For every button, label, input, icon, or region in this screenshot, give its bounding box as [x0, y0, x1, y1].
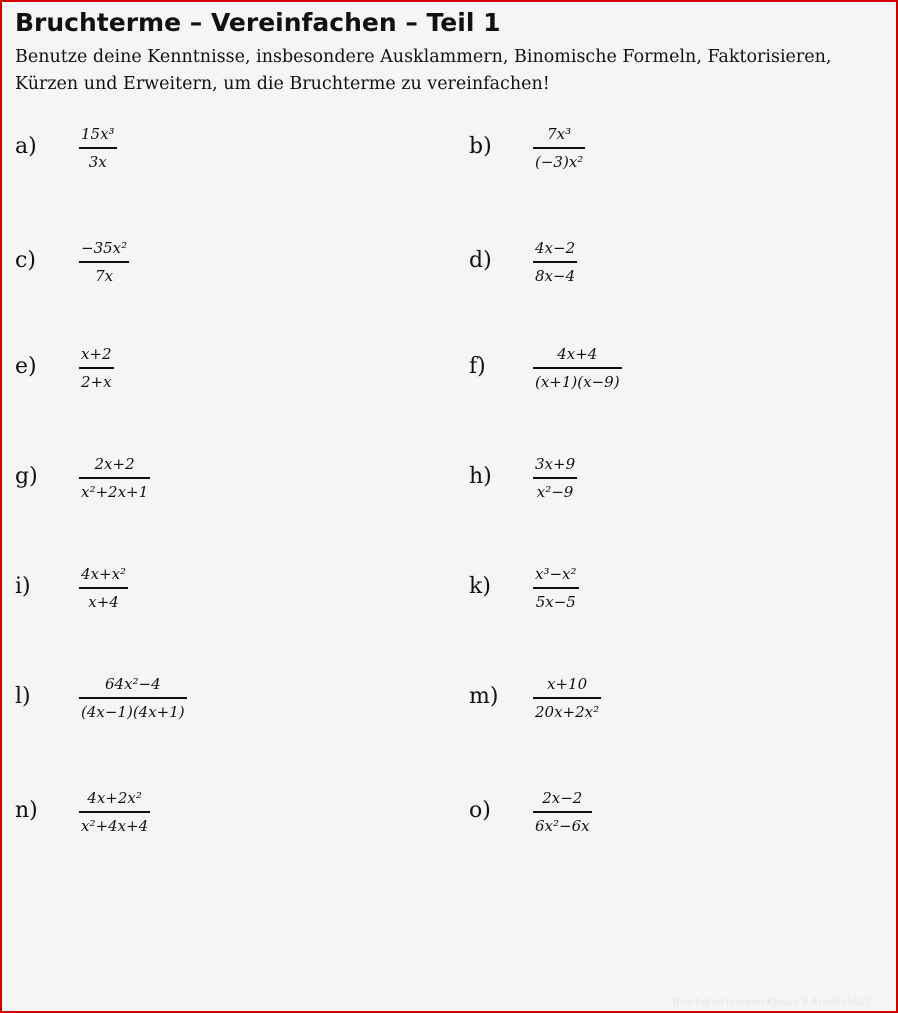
- fraction: [533, 238, 577, 286]
- denominator: 5x−5: [535, 592, 576, 611]
- fraction-bar: [79, 697, 187, 699]
- numerator: 3x+9: [535, 455, 576, 473]
- numerator: −35x²: [81, 239, 128, 257]
- exercise-label: h): [469, 464, 492, 489]
- fraction-bar: [533, 261, 577, 263]
- denominator: 7x: [95, 266, 114, 285]
- exercise-label: e): [15, 354, 37, 379]
- exercise-label: g): [15, 464, 38, 489]
- watermark: Bruchgleichungen Klasse 8 Arbeitsblatt: [673, 997, 870, 1008]
- fraction-bar: [79, 811, 150, 813]
- denominator: x²−9: [536, 482, 574, 501]
- exercise-label: o): [469, 798, 491, 823]
- numerator: 7x³: [547, 125, 572, 143]
- fraction-bar: [79, 367, 114, 369]
- exercise-label: a): [15, 134, 37, 159]
- denominator: 3x: [88, 152, 107, 171]
- fraction-bar: [79, 147, 117, 149]
- exercise-label: f): [469, 354, 486, 379]
- fraction: [533, 564, 579, 612]
- numerator: 2x−2: [542, 789, 583, 807]
- exercise-label: b): [469, 134, 492, 159]
- denominator: (4x−1)(4x+1): [81, 702, 185, 721]
- exercise-label: d): [469, 248, 492, 273]
- denominator: (x+1)(x−9): [535, 372, 620, 391]
- numerator: x³−x²: [535, 565, 577, 583]
- numerator: x+2: [81, 345, 112, 363]
- fraction: [533, 344, 622, 392]
- fraction: [533, 674, 601, 722]
- instruction-text: Benutze deine Kenntnisse, insbesondere Ausklammern, Binomische Formeln, Faktorisieren, Kürzen und Erweitern, um die Bruchterme zu vereinfachen!: [15, 47, 832, 94]
- fraction: [79, 344, 114, 392]
- fraction-bar: [533, 587, 579, 589]
- numerator: 4x+x²: [81, 565, 127, 583]
- denominator: x+4: [88, 592, 119, 611]
- numerator: 64x²−4: [104, 675, 161, 693]
- exercise-label: k): [469, 574, 491, 599]
- denominator: 2+x: [81, 372, 112, 391]
- denominator: x²+2x+1: [81, 482, 149, 501]
- fraction: [79, 674, 187, 722]
- fraction-bar: [79, 261, 129, 263]
- fraction: [533, 788, 592, 836]
- exercise-label: i): [15, 574, 31, 599]
- fraction: [533, 454, 577, 502]
- fraction-bar: [79, 477, 150, 479]
- fraction: [79, 564, 128, 612]
- fraction: [533, 124, 585, 172]
- denominator: 8x−4: [535, 266, 576, 285]
- exercise-label: m): [469, 684, 499, 709]
- exercise-label: l): [15, 684, 31, 709]
- fraction-bar: [79, 587, 128, 589]
- fraction: [79, 238, 129, 286]
- numerator: 4x+4: [557, 345, 598, 363]
- fraction: [79, 124, 117, 172]
- fraction-bar: [533, 477, 577, 479]
- denominator: (−3)x²: [535, 152, 584, 171]
- fraction-bar: [533, 811, 592, 813]
- numerator: 4x−2: [535, 239, 576, 257]
- numerator: 2x+2: [94, 455, 135, 473]
- page-title: Bruchterme – Vereinfachen – Teil 1: [15, 8, 501, 37]
- denominator: 20x+2x²: [535, 702, 600, 721]
- denominator: x²+4x+4: [81, 816, 149, 835]
- exercise-label: c): [15, 248, 36, 273]
- numerator: x+10: [547, 675, 588, 693]
- denominator: 6x²−6x: [535, 816, 590, 835]
- fraction-bar: [533, 697, 601, 699]
- fraction: [79, 788, 150, 836]
- exercise-label: n): [15, 798, 38, 823]
- fraction-bar: [533, 367, 622, 369]
- fraction-bar: [533, 147, 585, 149]
- numerator: 4x+2x²: [87, 789, 142, 807]
- fraction: [79, 454, 150, 502]
- numerator: 15x³: [81, 125, 115, 143]
